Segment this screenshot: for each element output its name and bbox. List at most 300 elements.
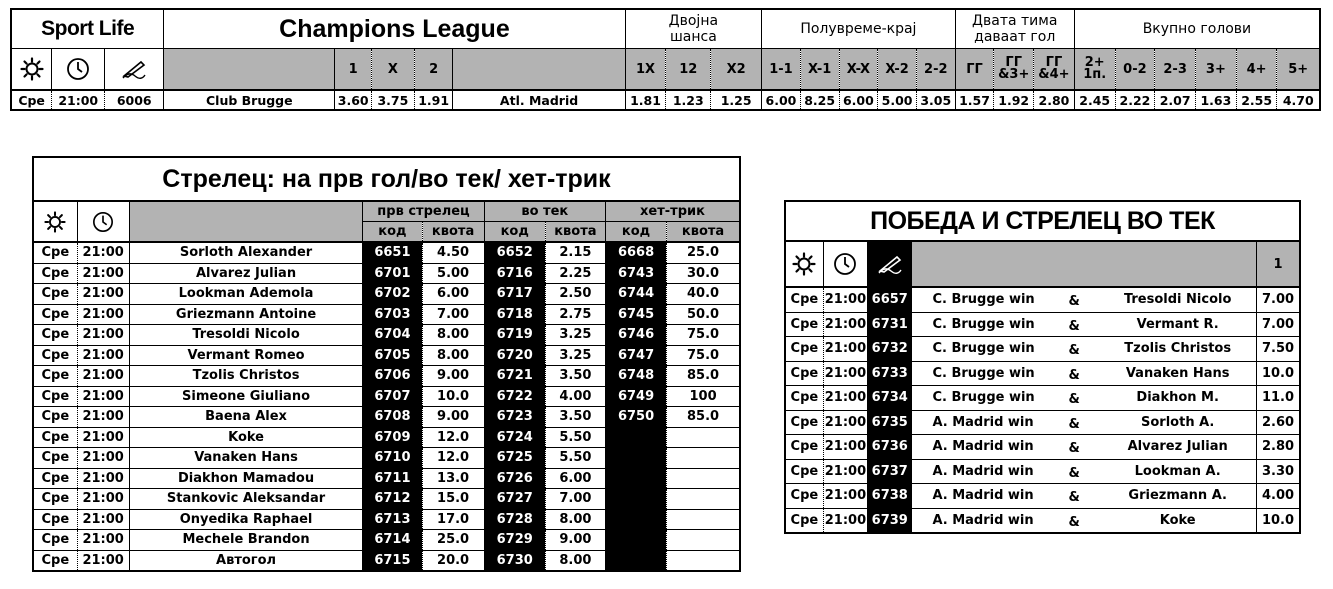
col-hf-2-2: 2-2 — [916, 49, 955, 91]
double-chance-header: Двојна шанса — [625, 9, 761, 49]
player-name: Tresoldi Nicolo — [129, 325, 363, 346]
player-name: Alvarez Julian — [129, 263, 363, 284]
odd-hf-2-2[interactable]: 3.05 — [916, 90, 955, 110]
selection-odd[interactable]: 7.00 — [1257, 312, 1300, 337]
anytime-code: 6652 — [484, 242, 545, 263]
day-cell: Сре — [785, 312, 823, 337]
anytime-odd[interactable]: 8.00 — [545, 509, 605, 530]
hattrick-code: 6748 — [605, 366, 666, 387]
half-full-header: Полувреме-крај — [762, 9, 956, 49]
col-hf-x-1: X-1 — [800, 49, 839, 91]
time-cell: 21:00 — [77, 345, 129, 366]
selection-odd[interactable]: 7.50 — [1257, 337, 1300, 362]
hattrick-code: 6743 — [605, 263, 666, 284]
odd-2plus-1p[interactable]: 2.45 — [1074, 90, 1115, 110]
day-cell: Сре — [785, 435, 823, 460]
scorer-row — [33, 366, 740, 387]
selection-code: 6736 — [868, 435, 912, 460]
odd-hf-x-2[interactable]: 5.00 — [878, 90, 917, 110]
anytime-code: 6723 — [484, 407, 545, 428]
ampersand: & — [1049, 312, 1099, 337]
first-scorer-odd[interactable]: 6.00 — [422, 284, 484, 305]
player-name: Vanaken Hans — [1099, 361, 1256, 386]
win-scorer-row — [785, 435, 1300, 460]
sun-icon — [33, 201, 77, 242]
player-name: Alvarez Julian — [1099, 435, 1256, 460]
player-name: Vanaken Hans — [129, 448, 363, 469]
first-scorer-odd[interactable]: 9.00 — [422, 366, 484, 387]
first-scorer-odd[interactable]: 20.0 — [422, 550, 484, 571]
selection-header-blank — [912, 241, 1257, 287]
day-cell: Сре — [33, 325, 77, 346]
odd-col-header: 1 — [1257, 241, 1300, 287]
hattrick-code: 6749 — [605, 386, 666, 407]
anytime-code: 6717 — [484, 284, 545, 305]
hattrick-code: 6745 — [605, 304, 666, 325]
hattrick-odd[interactable]: 50.0 — [667, 304, 740, 325]
win-scorer-row — [785, 484, 1300, 509]
time-cell: 21:00 — [77, 242, 129, 263]
win-scorer-row — [785, 312, 1300, 337]
anytime-code: 6722 — [484, 386, 545, 407]
hattrick-odd[interactable] — [667, 550, 740, 571]
team-win: C. Brugge win — [912, 312, 1049, 337]
col-hf-1-1: 1-1 — [762, 49, 801, 91]
win-scorer-row — [785, 386, 1300, 411]
col-2-3: 2-3 — [1155, 49, 1196, 91]
hattrick-odd[interactable] — [667, 468, 740, 489]
team-win: C. Brugge win — [912, 386, 1049, 411]
hattrick-code: 6668 — [605, 242, 666, 263]
odd-3plus[interactable]: 1.63 — [1196, 90, 1237, 110]
scorer-row — [33, 386, 740, 407]
selection-code: 6732 — [868, 337, 912, 362]
day-cell: Сре — [785, 386, 823, 411]
sun-icon — [785, 241, 823, 287]
first-scorer-code: 6712 — [363, 489, 422, 510]
anytime-odd[interactable]: 2.15 — [545, 242, 605, 263]
time-cell: 21:00 — [77, 509, 129, 530]
scorer-row — [33, 242, 740, 263]
col-gg: ГГ — [955, 49, 994, 91]
player-name: Griezmann A. — [1099, 484, 1256, 509]
hattrick-code — [605, 427, 666, 448]
first-scorer-code: 6715 — [363, 550, 422, 571]
day-cell: Сре — [33, 386, 77, 407]
first-scorer-odd[interactable]: 8.00 — [422, 345, 484, 366]
scorer-row — [33, 448, 740, 469]
time-cell: 21:00 — [823, 386, 867, 411]
match-row — [11, 90, 1320, 110]
col-1: 1 — [335, 49, 372, 91]
win-scorer-title: ПОБЕДА И СТРЕЛЕЦ ВО ТЕК — [785, 201, 1300, 241]
scorer-row — [33, 427, 740, 448]
first-scorer-code: 6708 — [363, 407, 422, 428]
odd-1x[interactable]: 1.81 — [625, 90, 666, 110]
hattrick-odd[interactable] — [667, 509, 740, 530]
anytime-code: 6721 — [484, 366, 545, 387]
first-scorer-odd[interactable]: 5.00 — [422, 263, 484, 284]
anytime-code: 6730 — [484, 550, 545, 571]
selection-odd[interactable]: 3.30 — [1257, 459, 1300, 484]
code-col-header: код — [484, 222, 545, 243]
away-header-blank — [453, 49, 625, 91]
hattrick-odd[interactable]: 100 — [667, 386, 740, 407]
hattrick-odd[interactable]: 75.0 — [667, 325, 740, 346]
scorer-row — [33, 489, 740, 510]
first-scorer-code: 6705 — [363, 345, 422, 366]
col-3plus: 3+ — [1196, 49, 1237, 91]
odd-4plus[interactable]: 2.55 — [1236, 90, 1277, 110]
clock-icon — [823, 241, 867, 287]
odd-gg[interactable]: 1.57 — [955, 90, 994, 110]
player-name: Baena Alex — [129, 407, 363, 428]
first-scorer-odd[interactable]: 15.0 — [422, 489, 484, 510]
anytime-odd[interactable]: 3.50 — [545, 407, 605, 428]
first-scorer-odd[interactable]: 9.00 — [422, 407, 484, 428]
time-cell: 21:00 — [77, 304, 129, 325]
pen-icon — [868, 241, 912, 287]
anytime-odd[interactable]: 7.00 — [545, 489, 605, 510]
time-cell: 21:00 — [77, 284, 129, 305]
win-scorer-table — [784, 200, 1301, 534]
time-cell: 21:00 — [823, 287, 867, 312]
anytime-odd[interactable]: 5.50 — [545, 427, 605, 448]
day-cell: Сре — [790, 512, 819, 528]
first-scorer-odd[interactable]: 8.00 — [422, 325, 484, 346]
hattrick-odd[interactable]: 85.0 — [667, 366, 740, 387]
col-hf-x-x: X-X — [839, 49, 878, 91]
player-name: Sorloth A. — [1099, 410, 1256, 435]
day-cell: Сре — [41, 552, 70, 568]
league-title: Champions League — [279, 14, 510, 43]
first-scorer-odd[interactable]: 12.0 — [422, 448, 484, 469]
selection-odd[interactable]: 10.0 — [1257, 361, 1300, 386]
scorer-row — [33, 345, 740, 366]
btts-header: Двата тима даваат гол — [955, 9, 1074, 49]
anytime-code: 6716 — [484, 263, 545, 284]
first-scorer-code: 6707 — [363, 386, 422, 407]
player-name: Vermant R. — [1099, 312, 1256, 337]
col-0-2: 0-2 — [1115, 49, 1155, 91]
first-scorer-code: 6703 — [363, 304, 422, 325]
hattrick-odd[interactable] — [667, 530, 740, 551]
anytime-odd[interactable]: 3.50 — [545, 366, 605, 387]
first-scorer-code: 6710 — [363, 448, 422, 469]
time-cell: 21:00 — [823, 337, 867, 362]
anytime-odd[interactable]: 2.50 — [545, 284, 605, 305]
scorer-row — [33, 530, 740, 551]
anytime-odd[interactable]: 6.00 — [545, 468, 605, 489]
selection-code: 6734 — [868, 386, 912, 411]
first-scorer-code: 6704 — [363, 325, 422, 346]
player-name: Stankovic Aleksandar — [129, 489, 363, 510]
day-cell: Сре — [33, 366, 77, 387]
day-cell: Сре — [33, 489, 77, 510]
odd-gg-3[interactable]: 1.92 — [994, 90, 1034, 110]
win-scorer-row — [785, 337, 1300, 362]
player-name: Simeone Giuliano — [129, 386, 363, 407]
col-4plus: 4+ — [1236, 49, 1277, 91]
odd-2-3[interactable]: 2.07 — [1155, 90, 1196, 110]
time-cell: 21:00 — [77, 448, 129, 469]
odd-col-header: квота — [545, 222, 605, 243]
ampersand: & — [1049, 410, 1099, 435]
scorer-row — [33, 550, 740, 571]
odd-hf-1-1[interactable]: 6.00 — [762, 90, 801, 110]
selection-code: 6657 — [868, 287, 912, 312]
anytime-code: 6726 — [484, 468, 545, 489]
team-win: A. Madrid win — [912, 484, 1049, 509]
first-scorer-code: 6709 — [363, 427, 422, 448]
time-cell: 21:00 — [77, 530, 129, 551]
away-team: Atl. Madrid — [453, 90, 625, 110]
hattrick-odd[interactable] — [667, 448, 740, 469]
pen-icon — [105, 49, 164, 91]
time-cell: 21:00 — [77, 325, 129, 346]
anytime-header: во тек — [484, 201, 605, 222]
player-name: Tzolis Christos — [1099, 337, 1256, 362]
time-cell: 21:00 — [77, 366, 129, 387]
player-name: Diakhon M. — [1099, 386, 1256, 411]
hattrick-odd[interactable]: 30.0 — [667, 263, 740, 284]
selection-code: 6739 — [868, 508, 912, 533]
hattrick-odd[interactable]: 40.0 — [667, 284, 740, 305]
scorer-row — [33, 468, 740, 489]
hattrick-odd[interactable]: 85.0 — [667, 407, 740, 428]
anytime-code: 6718 — [484, 304, 545, 325]
day-cell: Сре — [33, 345, 77, 366]
first-scorer-odd[interactable]: 25.0 — [422, 530, 484, 551]
col-hf-x-2: X-2 — [878, 49, 917, 91]
day-cell: Сре — [785, 484, 823, 509]
day-cell: Сре — [33, 427, 77, 448]
col-x2: X2 — [711, 49, 762, 91]
day-cell: Сре — [785, 337, 823, 362]
total-goals-header: Вкупно голови — [1074, 9, 1320, 49]
col-gg-4: ГГ &4+ — [1034, 49, 1075, 91]
player-name: Lookman Ademola — [129, 284, 363, 305]
home-team: Club Brugge — [164, 90, 335, 110]
first-scorer-odd[interactable]: 4.50 — [422, 242, 484, 263]
scorer-row — [33, 304, 740, 325]
day-cell: Сре — [785, 287, 823, 312]
first-scorer-code: 6713 — [363, 509, 422, 530]
odd-x2[interactable]: 1.25 — [711, 90, 762, 110]
odd-hf-x-x[interactable]: 6.00 — [839, 90, 878, 110]
time-cell: 21:00 — [823, 410, 867, 435]
time-cell: 21:00 — [77, 386, 129, 407]
ampersand: & — [1049, 435, 1099, 460]
anytime-odd[interactable]: 8.00 — [545, 550, 605, 571]
scorer-row — [33, 407, 740, 428]
day-cell: Сре — [33, 468, 77, 489]
selection-odd[interactable]: 2.60 — [1257, 410, 1300, 435]
ampersand: & — [1049, 459, 1099, 484]
odd-2[interactable]: 1.91 — [414, 90, 453, 110]
time-cell: 21:00 — [823, 484, 867, 509]
selection-code: 6731 — [868, 312, 912, 337]
first-scorer-code: 6701 — [363, 263, 422, 284]
anytime-odd[interactable]: 3.25 — [545, 325, 605, 346]
scorers-title: Стрелец: на прв гол/во тек/ хет-трик — [33, 157, 740, 201]
player-name: Koke — [129, 427, 363, 448]
match-code: 6006 — [105, 90, 164, 110]
day-cell: Сре — [33, 448, 77, 469]
player-name: Mechele Brandon — [129, 530, 363, 551]
first-scorer-odd[interactable]: 17.0 — [422, 509, 484, 530]
first-scorer-code: 6711 — [363, 468, 422, 489]
time-cell: 21:00 — [77, 427, 129, 448]
scorer-row — [33, 284, 740, 305]
anytime-code: 6720 — [484, 345, 545, 366]
player-name: Автогол — [129, 550, 363, 571]
hattrick-odd[interactable] — [667, 489, 740, 510]
scorer-row — [33, 325, 740, 346]
match-day: Сре — [18, 92, 45, 108]
day-cell: Сре — [33, 263, 77, 284]
odd-5plus[interactable]: 4.70 — [1277, 90, 1320, 110]
first-scorer-header: прв стрелец — [363, 201, 484, 222]
team-win: C. Brugge win — [912, 337, 1049, 362]
day-cell: Сре — [33, 530, 77, 551]
ampersand: & — [1068, 514, 1080, 530]
first-scorer-code: 6706 — [363, 366, 422, 387]
player-header-blank — [129, 201, 363, 242]
col-1x: 1X — [625, 49, 666, 91]
scorer-row — [33, 263, 740, 284]
time-cell: 21:00 — [823, 459, 867, 484]
league-cell — [164, 9, 625, 49]
code-col-header: код — [605, 222, 666, 243]
win-scorer-row — [785, 459, 1300, 484]
anytime-odd[interactable]: 2.25 — [545, 263, 605, 284]
selection-odd[interactable]: 4.00 — [1257, 484, 1300, 509]
selection-odd[interactable]: 2.80 — [1257, 435, 1300, 460]
first-scorer-code: 6702 — [363, 284, 422, 305]
player-name: Vermant Romeo — [129, 345, 363, 366]
col-12: 12 — [666, 49, 711, 91]
col-x: X — [372, 49, 415, 91]
ampersand: & — [1049, 361, 1099, 386]
day-cell: Сре — [785, 410, 823, 435]
day-cell: Сре — [33, 242, 77, 263]
col-gg-3: ГГ &3+ — [994, 49, 1034, 91]
hattrick-code — [605, 448, 666, 469]
player-name: Tzolis Christos — [129, 366, 363, 387]
brand-name: Sport Life — [41, 17, 135, 40]
odd-hf-x-1[interactable]: 8.25 — [800, 90, 839, 110]
odd-0-2[interactable]: 2.22 — [1115, 90, 1155, 110]
hattrick-odd[interactable] — [667, 427, 740, 448]
day-cell: Сре — [33, 407, 77, 428]
time-cell: 21:00 — [823, 435, 867, 460]
selection-odd[interactable]: 7.00 — [1257, 287, 1300, 312]
col-2plus-1p: 2+ 1п. — [1074, 49, 1115, 91]
hattrick-code — [605, 550, 666, 571]
first-scorer-odd[interactable]: 7.00 — [422, 304, 484, 325]
team-win: A. Madrid win — [912, 508, 1049, 533]
player-name: Griezmann Antoine — [129, 304, 363, 325]
team-win: C. Brugge win — [912, 287, 1049, 312]
odd-1[interactable]: 3.60 — [335, 90, 372, 110]
odd-gg-4[interactable]: 2.80 — [1034, 90, 1075, 110]
scorer-row — [33, 509, 740, 530]
hattrick-code — [605, 468, 666, 489]
win-scorer-row — [785, 361, 1300, 386]
sun-icon — [11, 49, 52, 91]
anytime-code: 6727 — [484, 489, 545, 510]
day-cell: Сре — [785, 459, 823, 484]
time-cell: 21:00 — [77, 263, 129, 284]
player-name: Sorloth Alexander — [129, 242, 363, 263]
hattrick-code: 6750 — [605, 407, 666, 428]
odd-col-header: квота — [667, 222, 740, 243]
first-scorer-odd[interactable]: 13.0 — [422, 468, 484, 489]
hattrick-code: 6747 — [605, 345, 666, 366]
team-win: C. Brugge win — [912, 361, 1049, 386]
team-win: A. Madrid win — [912, 435, 1049, 460]
day-cell: Сре — [785, 361, 823, 386]
hattrick-header: хет-трик — [605, 201, 740, 222]
first-scorer-odd[interactable]: 10.0 — [422, 386, 484, 407]
selection-odd[interactable]: 10.0 — [1257, 508, 1300, 533]
anytime-odd[interactable]: 4.00 — [545, 386, 605, 407]
first-scorer-code: 6714 — [363, 530, 422, 551]
win-scorer-row — [785, 508, 1300, 533]
anytime-odd[interactable]: 9.00 — [545, 530, 605, 551]
col-2: 2 — [414, 49, 453, 91]
selection-code: 6737 — [868, 459, 912, 484]
scorers-table — [32, 156, 741, 572]
selection-odd[interactable]: 11.0 — [1257, 386, 1300, 411]
match-time: 21:00 — [52, 90, 105, 110]
hattrick-odd[interactable]: 75.0 — [667, 345, 740, 366]
player-name: Lookman A. — [1099, 459, 1256, 484]
brand-cell — [11, 9, 164, 49]
match-odds-table — [10, 8, 1321, 111]
first-scorer-code: 6651 — [363, 242, 422, 263]
time-cell: 21:00 — [77, 468, 129, 489]
first-scorer-odd[interactable]: 12.0 — [422, 427, 484, 448]
anytime-code: 6728 — [484, 509, 545, 530]
hattrick-code — [605, 530, 666, 551]
time-cell: 21:00 — [77, 550, 129, 571]
player-name: Onyedika Raphael — [129, 509, 363, 530]
odd-x[interactable]: 3.75 — [372, 90, 415, 110]
anytime-code: 6724 — [484, 427, 545, 448]
time-cell: 21:00 — [823, 312, 867, 337]
hattrick-odd[interactable]: 25.0 — [667, 242, 740, 263]
ampersand: & — [1049, 337, 1099, 362]
odd-col-header: квота — [422, 222, 484, 243]
home-header-blank — [164, 49, 335, 91]
time-cell: 21:00 — [77, 489, 129, 510]
anytime-odd[interactable]: 5.50 — [545, 448, 605, 469]
anytime-odd[interactable]: 2.75 — [545, 304, 605, 325]
selection-code: 6733 — [868, 361, 912, 386]
day-cell: Сре — [33, 509, 77, 530]
hattrick-code: 6744 — [605, 284, 666, 305]
anytime-code: 6729 — [484, 530, 545, 551]
clock-icon — [52, 49, 105, 91]
time-cell: 21:00 — [77, 407, 129, 428]
selection-code: 6738 — [868, 484, 912, 509]
odd-12[interactable]: 1.23 — [666, 90, 711, 110]
time-cell: 21:00 — [823, 508, 867, 533]
ampersand: & — [1049, 287, 1099, 312]
anytime-odd[interactable]: 3.25 — [545, 345, 605, 366]
